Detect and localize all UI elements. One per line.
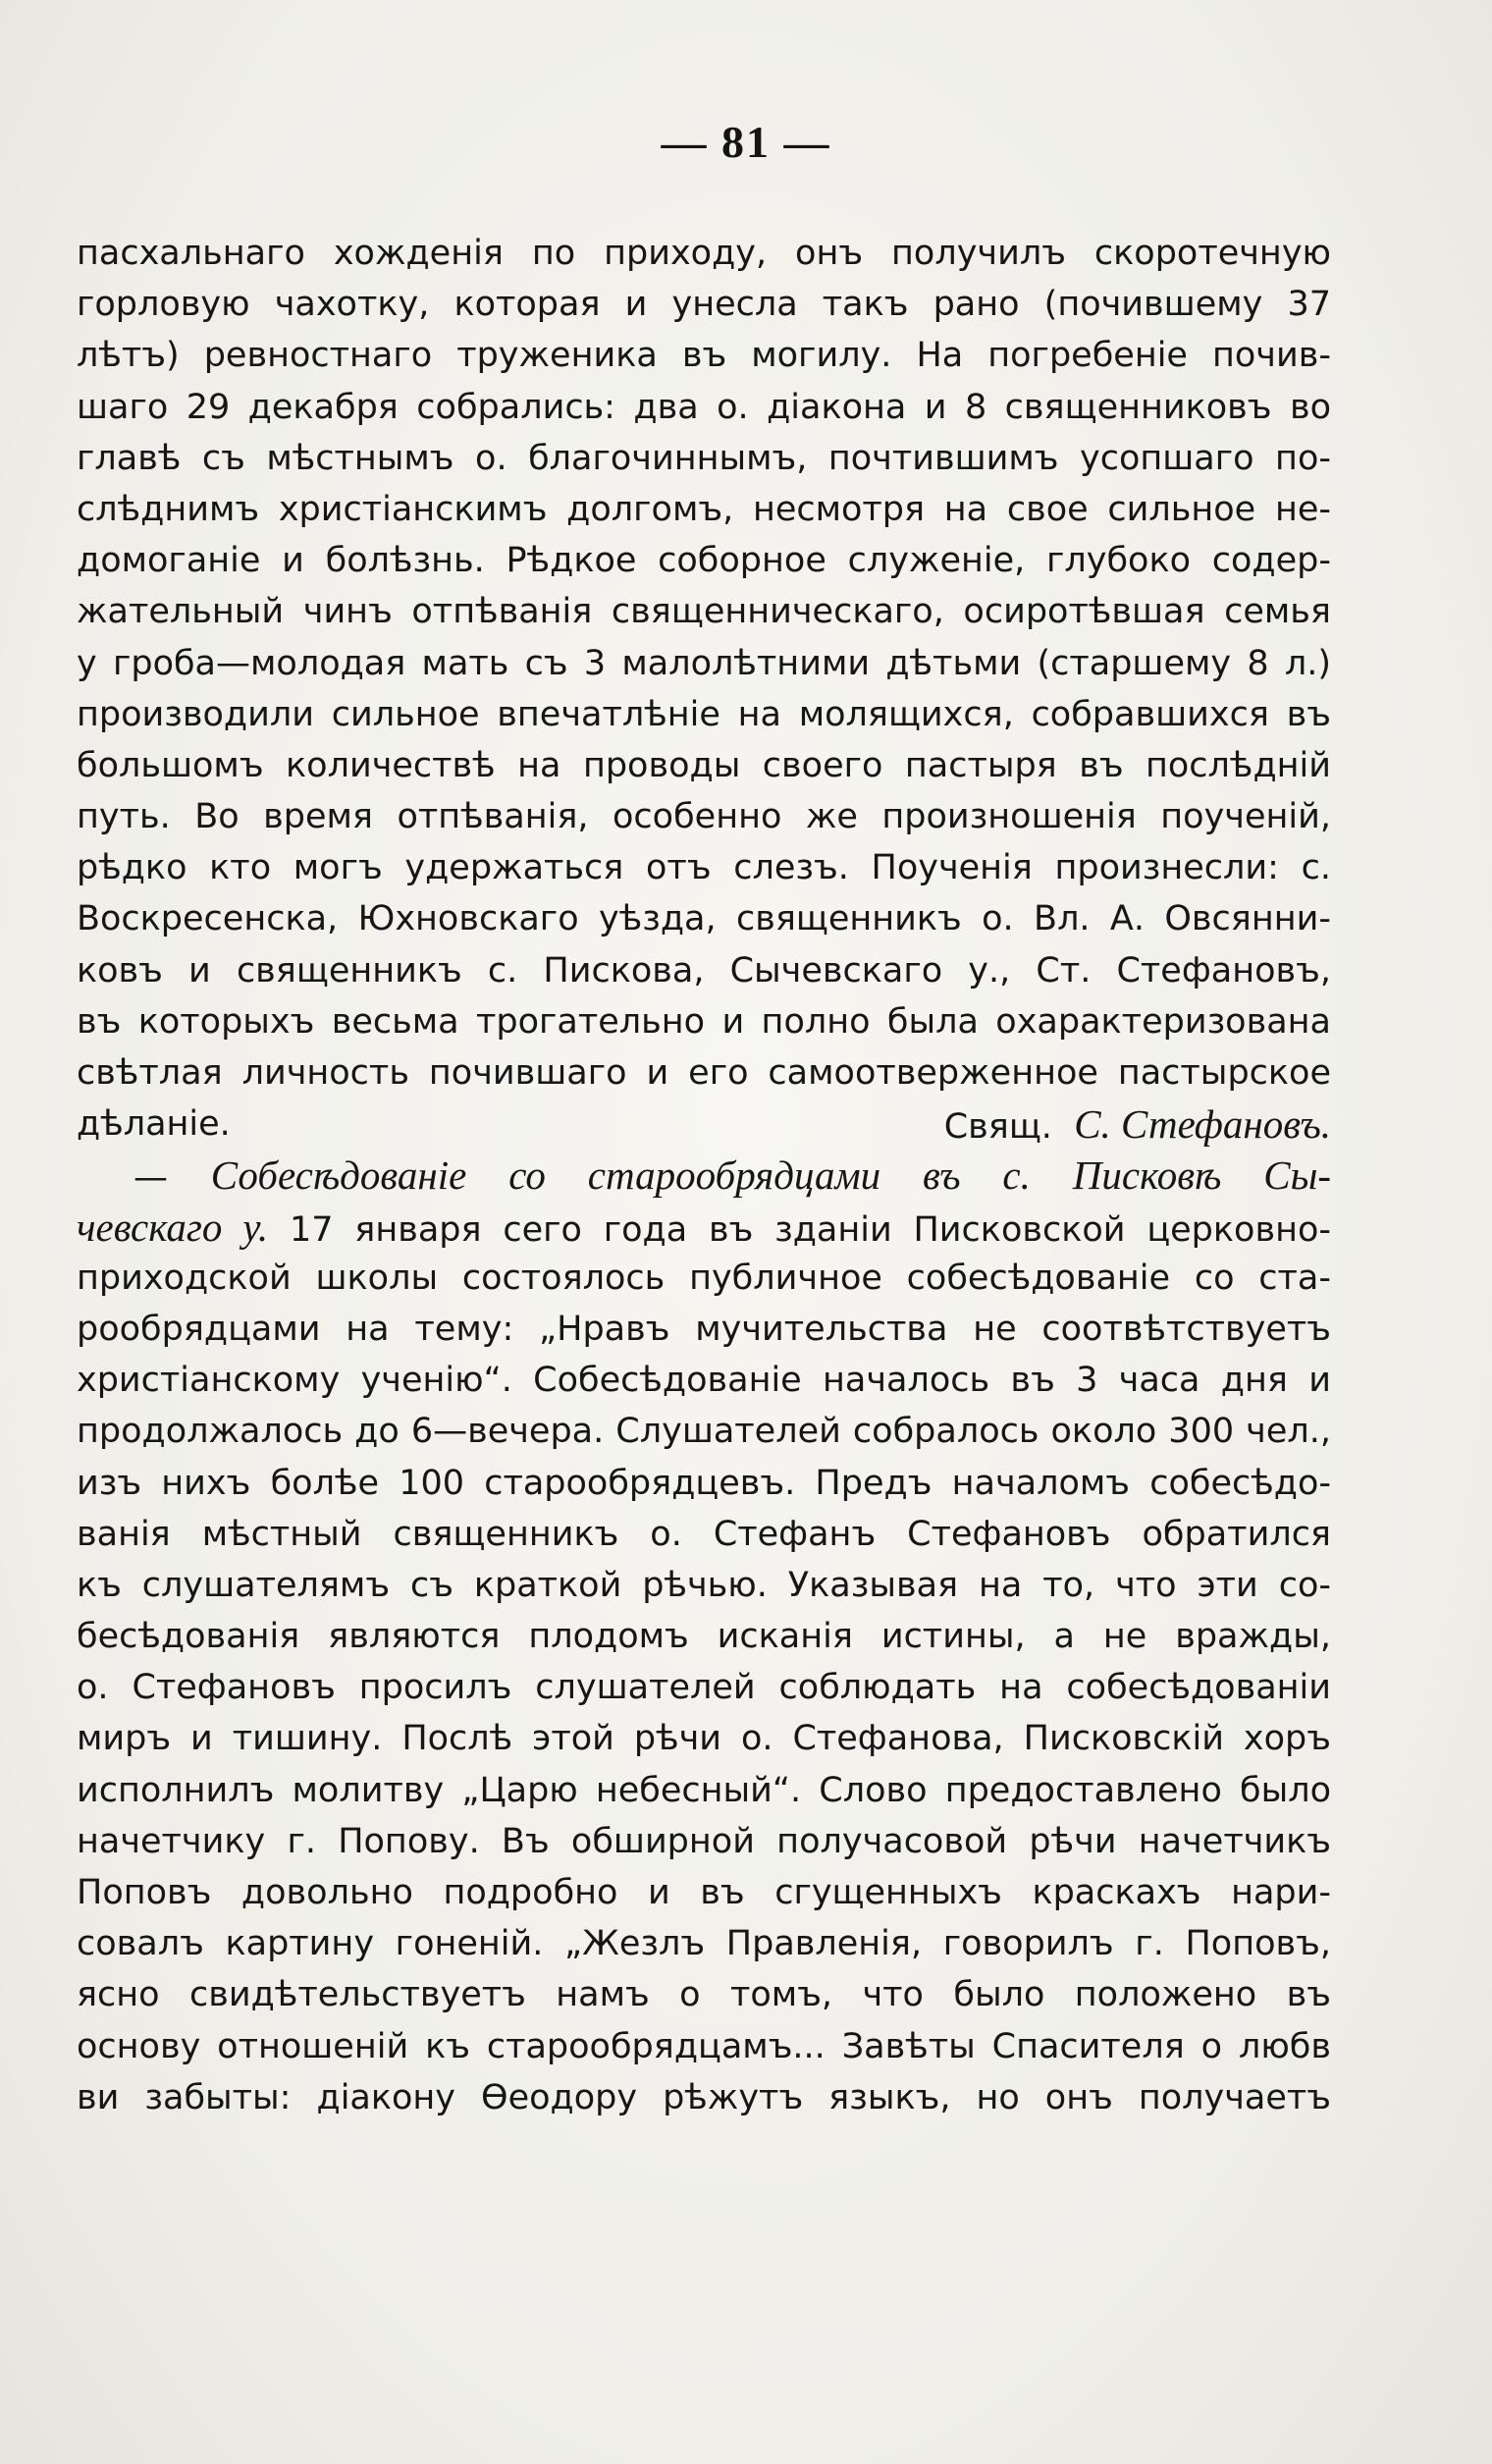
text-line: пасхальнаго хожденія по приходу, онъ получилъ скоротечную bbox=[77, 234, 1331, 273]
text-line: у гроба—молодая мать съ 3 малолѣтними дѣтьми (старшему 8 л.) bbox=[77, 643, 1331, 683]
text-line: ви забыты: діакону Ѳеодору рѣжутъ языкъ, но онъ получаетъ bbox=[77, 2077, 1331, 2117]
text-line: Поповъ довольно подробно и въ сгущенныхъ краскахъ нари- bbox=[77, 1873, 1331, 1912]
text-line: къ слушателямъ съ краткой рѣчью. Указывая на то, что эти со- bbox=[77, 1565, 1331, 1605]
final-word: дѣланіе. bbox=[77, 1104, 231, 1145]
signature-title: Свящ. bbox=[943, 1107, 1052, 1148]
signature-name: С. Стефановъ. bbox=[1074, 1101, 1331, 1148]
text-line: начетчику г. Попову. Въ обширной получасовой рѣчи начетчикъ bbox=[77, 1821, 1331, 1861]
page-number: — 81 — bbox=[661, 117, 831, 167]
text-line: христіанскому ученію“. Собесѣдованіе началось въ 3 часа дня и bbox=[77, 1361, 1331, 1401]
text-line: ковъ и священникъ с. Пискова, Сычевскаго у., Ст. Стефановъ, bbox=[77, 950, 1331, 991]
signature-line bbox=[77, 1098, 1331, 1150]
debate-paragraph bbox=[77, 1253, 1331, 2123]
text-line: рообрядцами на тему: „Нравъ мучительства не соотвѣтствуетъ bbox=[77, 1309, 1331, 1349]
text-line: жательный чинъ отпѣванія священническаго, осиротѣвшая семья bbox=[77, 592, 1331, 632]
text-line: Воскресенска, Юхновскаго уѣзда, священникъ о. Вл. А. Овсянни- bbox=[77, 899, 1331, 939]
section-first-text: 17 января сего года въ зданіи Писковской церковно- bbox=[268, 1209, 1331, 1250]
text-line: путь. Во время отпѣванія, особенно же произношенія поученій, bbox=[77, 797, 1331, 837]
text-line: большомъ количествѣ на проводы своего пастыря въ послѣдній bbox=[77, 745, 1331, 785]
text-line: изъ нихъ болѣе 100 старообрядцевъ. Предъ началомъ собесѣдо- bbox=[77, 1463, 1331, 1503]
text-line: въ которыхъ весьма трогательно и полно была охарактеризована bbox=[77, 1001, 1331, 1042]
text-line: основу отношеній къ старообрядцамъ... Завѣты Спасителя о любв bbox=[77, 2026, 1331, 2066]
section-heading-line-2 bbox=[77, 1202, 1331, 1253]
text-line: главѣ съ мѣстнымъ о. благочиннымъ, почтившимъ усопшаго по- bbox=[77, 438, 1331, 478]
text-line: производили сильное впечатлѣніе на молящихся, собравшихся въ bbox=[77, 694, 1331, 734]
section-heading-end: чевскаго у. bbox=[77, 1204, 269, 1250]
heading-dash: — bbox=[133, 1158, 168, 1199]
text-line: совалъ картину гоненій. „Жезлъ Правленія, говорилъ г. Поповъ, bbox=[77, 1924, 1331, 1964]
text-line: продолжалось до 6—вечера. Слушателей собралось около 300 чел., bbox=[77, 1412, 1331, 1452]
text-line: миръ и тишину. Послѣ этой рѣчи о. Стефанова, Писковскій хоръ bbox=[77, 1719, 1331, 1759]
signature bbox=[944, 1098, 1331, 1150]
text-line: бесѣдованія являются плодомъ исканія истины, а не вражды, bbox=[77, 1617, 1331, 1657]
obituary-paragraph bbox=[77, 228, 1331, 1098]
text-line: лѣтъ) ревностнаго труженика въ могилу. На погребеніе почив- bbox=[77, 336, 1331, 376]
text-line: исполнилъ молитву „Царю небесный“. Слово предоставлено было bbox=[77, 1770, 1331, 1810]
text-line: слѣднимъ христіанскимъ долгомъ, несмотря на свое сильное не- bbox=[77, 489, 1331, 529]
text-line: домоганіе и болѣзнь. Рѣдкое соборное служеніе, глубоко содер- bbox=[77, 541, 1331, 581]
section-heading-line bbox=[77, 1150, 1331, 1201]
text-line: шаго 29 декабря собрались: два о. діакона и 8 священниковъ во bbox=[77, 387, 1331, 427]
text-line: горловую чахотку, которая и унесла такъ рано (почившему 37 bbox=[77, 285, 1331, 325]
text-line: ванія мѣстный священникъ о. Стефанъ Стефановъ обратился bbox=[77, 1514, 1331, 1554]
text-line: рѣдко кто могъ удержаться отъ слезъ. Поученія произнесли: с. bbox=[77, 848, 1331, 888]
text-line: приходской школы состоялось публичное собесѣдованіе со ста- bbox=[77, 1258, 1331, 1298]
text-line: о. Стефановъ просилъ слушателей соблюдать на собесѣдованіи bbox=[77, 1668, 1331, 1708]
section-heading: Собесѣдованіе со старообрядцами въ с. Писковѣ Сы- bbox=[210, 1152, 1331, 1199]
text-line: ясно свидѣтельствуетъ намъ о томъ, что было положено въ bbox=[77, 1975, 1331, 2015]
body-text bbox=[77, 228, 1331, 2123]
text-line: свѣтлая личность почившаго и его самоотверженное пастырское bbox=[77, 1053, 1331, 1093]
